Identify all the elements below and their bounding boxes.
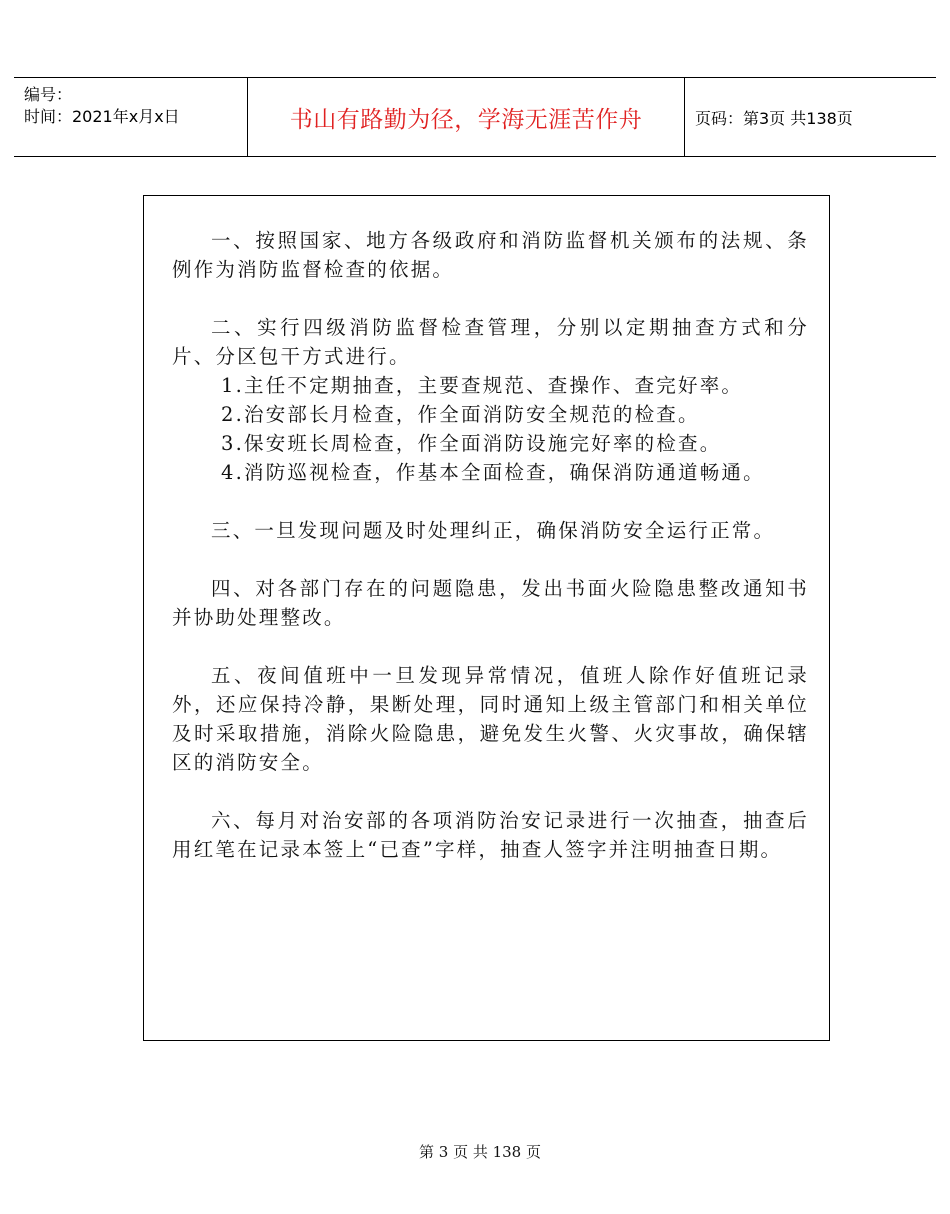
- paragraph-2: 二、实行四级消防监督检查管理，分别以定期抽查方式和分片、分区包干方式进行。: [172, 316, 809, 368]
- page-footer: 第 3 页 共 138 页: [418, 1143, 541, 1161]
- paragraph-1: 一、按照国家、地方各级政府和消防监督机关颁布的法规、条例作为消防监督检查的依据。: [172, 229, 809, 281]
- paragraph-4: 四、对各部门存在的问题隐患，发出书面火险隐患整改通知书并协助处理整改。: [172, 577, 809, 629]
- document-header: [14, 77, 936, 157]
- list-item: 3.保安班长周检查，作全面消防设施完好率的检查。: [221, 432, 722, 455]
- document-number-label: 编号：: [24, 85, 73, 104]
- motto: 书山有路勤为径，学海无涯苦作舟: [289, 106, 643, 133]
- header-page-cell: [685, 78, 936, 156]
- content-box: [143, 195, 830, 1041]
- paragraph-6: 六、每月对治安部的各项消防治安记录进行一次抽查，抽查后用红笔在记录本签上“已查”字样，抽查人签字并注明抽查日期。: [172, 809, 809, 861]
- list-item: 1.主任不定期抽查，主要查规范、查操作、查完好率。: [221, 374, 744, 397]
- header-motto-cell: [248, 78, 685, 156]
- list-item: 2.治安部长月检查，作全面消防安全规范的检查。: [221, 403, 700, 426]
- document-time: 时间：2021年x月x日: [24, 107, 180, 126]
- header-page-info: 页码：第3页 共138页: [695, 108, 853, 128]
- header-meta: [14, 78, 248, 156]
- paragraph-5: 五、夜间值班中一旦发现异常情况，值班人除作好值班记录外，还应保持冷静，果断处理，同时通知上级主管部门和相关单位及时采取措施，消除火险隐患，避免发生火警、火灾事故，确保辖区的消防安全。: [172, 664, 809, 774]
- paragraph-3: 三、一旦发现问题及时处理纠正，确保消防安全运行正常。: [211, 519, 776, 542]
- list-item: 4.消防巡视检查，作基本全面检查，确保消防通道畅通。: [221, 461, 765, 484]
